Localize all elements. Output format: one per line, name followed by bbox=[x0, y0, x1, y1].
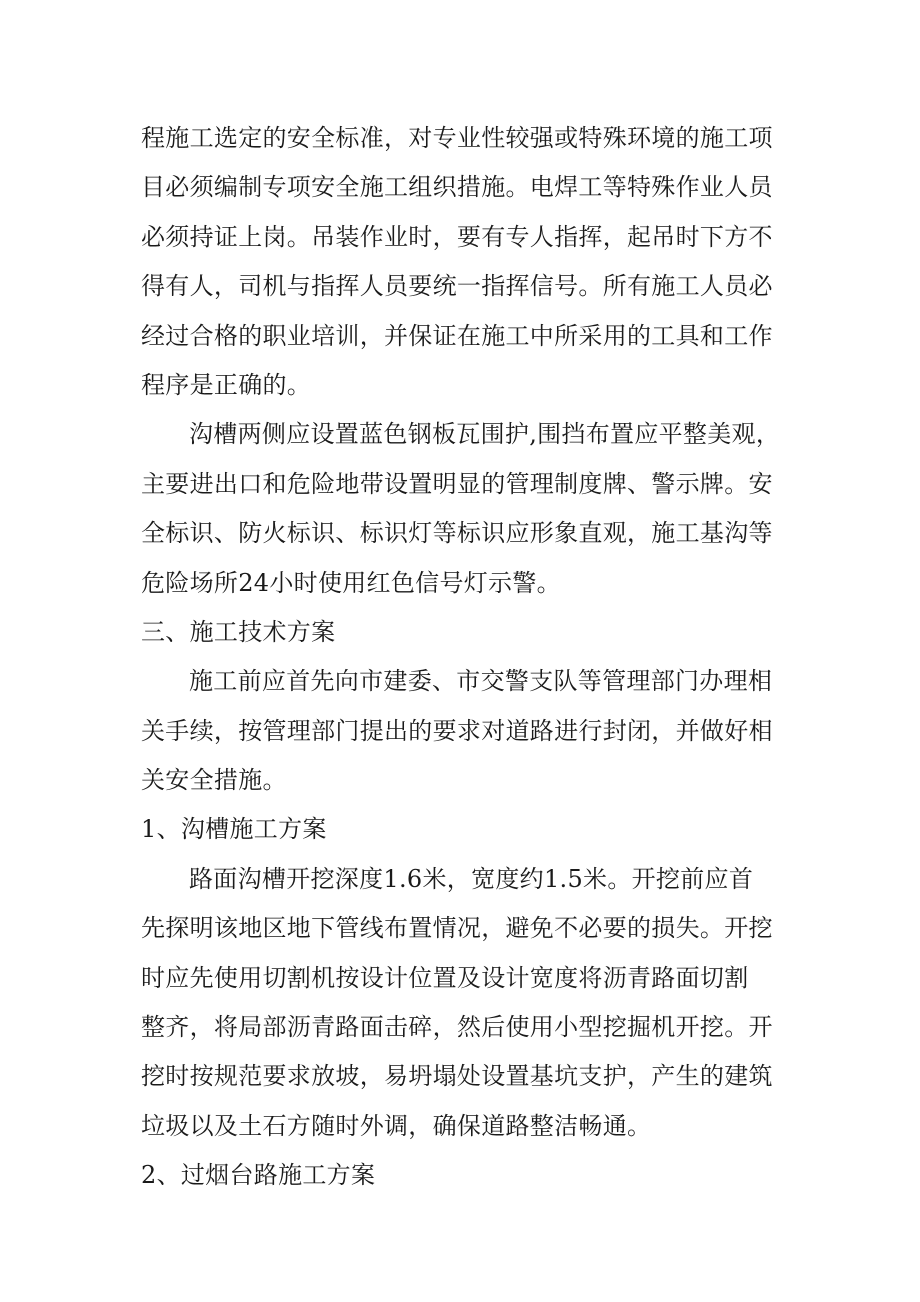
text-line: 程施工选定的安全标准，对专业性较强或特殊环境的施工项 bbox=[141, 124, 773, 152]
paragraph-fence bbox=[141, 410, 786, 608]
document-body bbox=[141, 114, 786, 1201]
text-line: 经过合格的职业培训，并保证在施工中所采用的工具和工作 bbox=[141, 321, 773, 350]
section-heading: 三、施工技术方案 bbox=[141, 617, 336, 646]
paragraph-permits bbox=[141, 657, 786, 805]
paragraph-continued bbox=[141, 114, 786, 410]
text-line: 垃圾以及土石方随时外调，确保道路整洁畅通。 bbox=[141, 1111, 652, 1140]
text-line: 施工前应首先向市建委、市交警支队等管理部门办理相 bbox=[189, 667, 773, 696]
paragraph-trench bbox=[141, 855, 786, 1151]
subheading-trench: 1、沟槽施工方案 bbox=[141, 815, 327, 844]
text-line: 挖时按规范要求放坡，易坍塌处设置基坑支护，产生的建筑 bbox=[141, 1062, 773, 1091]
text-line: 全标识、防火标识、标识灯等标识应形象直观，施工基沟等 bbox=[141, 519, 773, 548]
text-line: 目必须编制专项安全施工组织措施。电焊工等特殊作业人员 bbox=[141, 173, 773, 202]
text-line: 关安全措施。 bbox=[141, 766, 287, 795]
text-line: 程序是正确的。 bbox=[141, 370, 312, 399]
text-line: 沟槽两侧应设置蓝色钢板瓦围护,围挡布置应平整美观， bbox=[189, 420, 781, 449]
text-line: 主要进出口和危险地带设置明显的管理制度牌、警示牌。安 bbox=[141, 469, 773, 498]
text-line: 先探明该地区地下管线布置情况，避免不必要的损失。开挖 bbox=[141, 914, 773, 943]
text-line: 关手续，按管理部门提出的要求对道路进行封闭，并做好相 bbox=[141, 716, 773, 745]
text-line: 时应先使用切割机按设计位置及设计宽度将沥青路面切割 bbox=[141, 963, 749, 992]
text-line: 必须持证上岗。吊装作业时，要有专人指挥，起吊时下方不 bbox=[141, 222, 773, 251]
text-line: 危险场所24小时使用红色信号灯示警。 bbox=[141, 568, 561, 597]
text-line: 得有人，司机与指挥人员要统一指挥信号。所有施工人员必 bbox=[141, 272, 773, 301]
text-line: 整齐，将局部沥青路面击碎，然后使用小型挖掘机开挖。开 bbox=[141, 1013, 773, 1042]
text-line: 路面沟槽开挖深度1.6米，宽度约1.5米。开挖前应首 bbox=[189, 864, 754, 893]
subheading-road-crossing: 2、过烟台路施工方案 bbox=[141, 1161, 376, 1190]
